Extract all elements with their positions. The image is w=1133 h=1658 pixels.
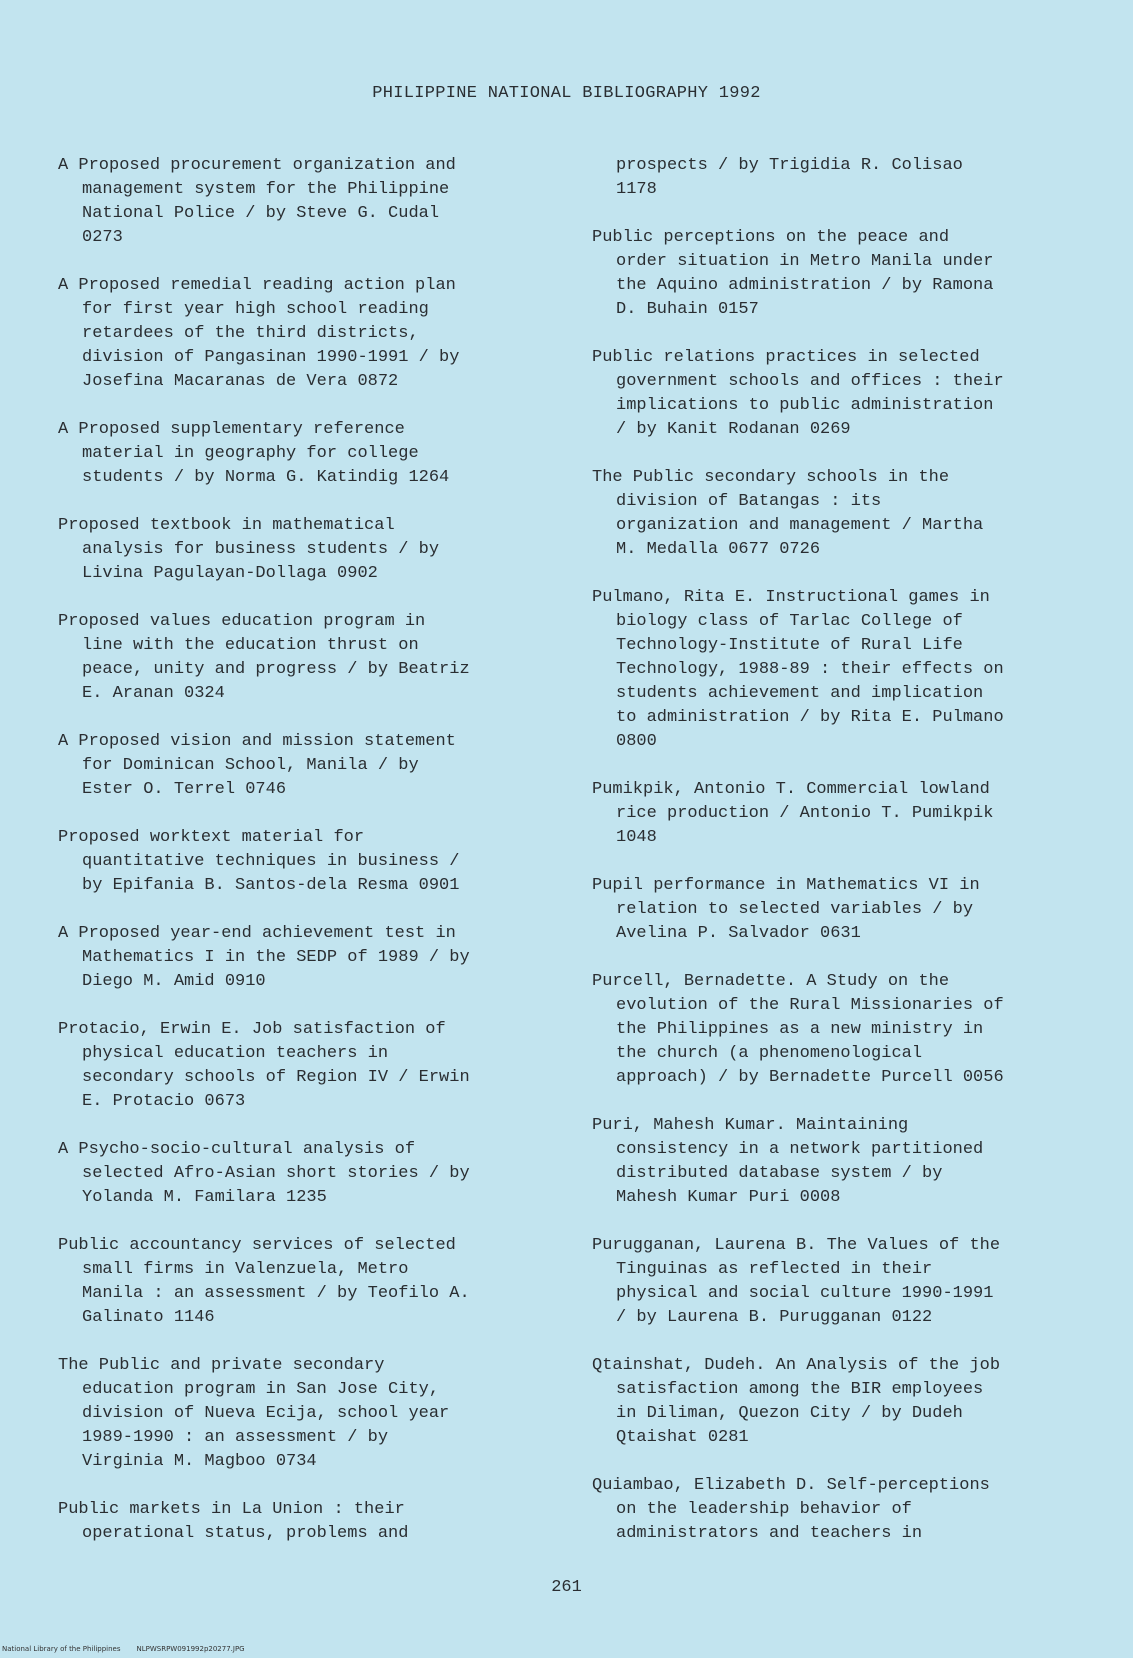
bib-entry: Proposed textbook in mathematical analysis for business students / by Livina Pagulayan-Dollaga 0902	[58, 516, 440, 583]
footer-file-id: NLPWSRPW091992p20277.JPG	[136, 1645, 245, 1653]
bib-entry: Purcell, Bernadette. A Study on the evolution of the Rural Missionaries of the Philippines as a new ministry in the church (a phenomenological approach) / by Bernadette Purcell 0056	[592, 972, 1004, 1087]
bib-entry: Pupil performance in Mathematics VI in relation to selected variables / by Avelina P. Salvador 0631	[592, 876, 980, 943]
bib-entry: Proposed values education program in line with the education thrust on peace, unity and progress / by Beatriz E. Aranan 0324	[58, 612, 470, 703]
bib-entry: A Proposed remedial reading action plan for first year high school reading retardees of the third districts, division of Pangasinan 1990-1991 / by Josefina Macaranas de Vera 0872	[58, 276, 460, 391]
bib-entry: A Psycho-socio-cultural analysis of selected Afro-Asian short stories / by Yolanda M. Familara 1235	[58, 1140, 470, 1207]
footer-library: National Library of the Philippines	[2, 1645, 121, 1653]
right-column	[592, 154, 1112, 1546]
bib-entry: The Public secondary schools in the division of Batangas : its organization and management / Martha M. Medalla 0677 0726	[592, 468, 984, 559]
scan-footer	[2, 1645, 245, 1653]
bib-entry: The Public and private secondary education program in San Jose City, division of Nueva Ecija, school year 1989-1990 : an assessment / by Virginia M. Magboo 0734	[58, 1356, 450, 1471]
bib-entry: A Proposed procurement organization and management system for the Philippine National Police / by Steve G. Cudal 0273	[58, 156, 456, 247]
page-header: PHILIPPINE NATIONAL BIBLIOGRAPHY 1992	[372, 84, 761, 103]
bib-entry: Public markets in La Union : their operational status, problems and	[58, 1500, 409, 1543]
bib-entry: Public accountancy services of selected small firms in Valenzuela, Metro Manila : an assessment / by Teofilo A. Galinato 1146	[58, 1236, 470, 1327]
bib-entry: A Proposed year-end achievement test in Mathematics I in the SEDP of 1989 / by Diego M. Amid 0910	[58, 924, 470, 991]
bib-entry: Pumikpik, Antonio T. Commercial lowland rice production / Antonio T. Pumikpik 1048	[592, 780, 994, 847]
bib-entry: Protacio, Erwin E. Job satisfaction of physical education teachers in secondary schools of Region IV / Erwin E. Protacio 0673	[58, 1020, 470, 1111]
bib-entry: Pulmano, Rita E. Instructional games in biology class of Tarlac College of Technology-Institute of Rural Life Technology, 1988-89 : their effects on students achievement and implication to administration / by Rita E. Pulmano 0800	[592, 588, 1004, 751]
bib-entry: A Proposed supplementary reference material in geography for college students / by Norma G. Katindig 1264	[58, 420, 450, 487]
bib-entry: Quiambao, Elizabeth D. Self-perceptions on the leadership behavior of administrators and teachers in	[592, 1476, 990, 1543]
bib-entry-continuation: prospects / by Trigidia R. Colisao 1178	[616, 156, 963, 199]
bib-entry: Public perceptions on the peace and order situation in Metro Manila under the Aquino administration / by Ramona D. Buhain 0157	[592, 228, 994, 319]
left-column	[58, 154, 558, 1546]
bib-entry: Public relations practices in selected government schools and offices : their implications to public administration / by Kanit Rodanan 0269	[592, 348, 1004, 439]
bib-entry: Purugganan, Laurena B. The Values of the Tinguinas as reflected in their physical and social culture 1990-1991 / by Laurena B. Purugganan 0122	[592, 1236, 1001, 1327]
bib-entry: A Proposed vision and mission statement for Dominican School, Manila / by Ester O. Terrel 0746	[58, 732, 456, 799]
bib-entry: Proposed worktext material for quantitative techniques in business / by Epifania B. Santos-dela Resma 0901	[58, 828, 460, 895]
bib-entry: Puri, Mahesh Kumar. Maintaining consistency in a network partitioned distributed database system / by Mahesh Kumar Puri 0008	[592, 1116, 984, 1207]
page-number: 261	[551, 1578, 582, 1597]
bib-entry: Qtainshat, Dudeh. An Analysis of the job satisfaction among the BIR employees in Diliman, Quezon City / by Dudeh Qtaishat 0281	[592, 1356, 1001, 1447]
